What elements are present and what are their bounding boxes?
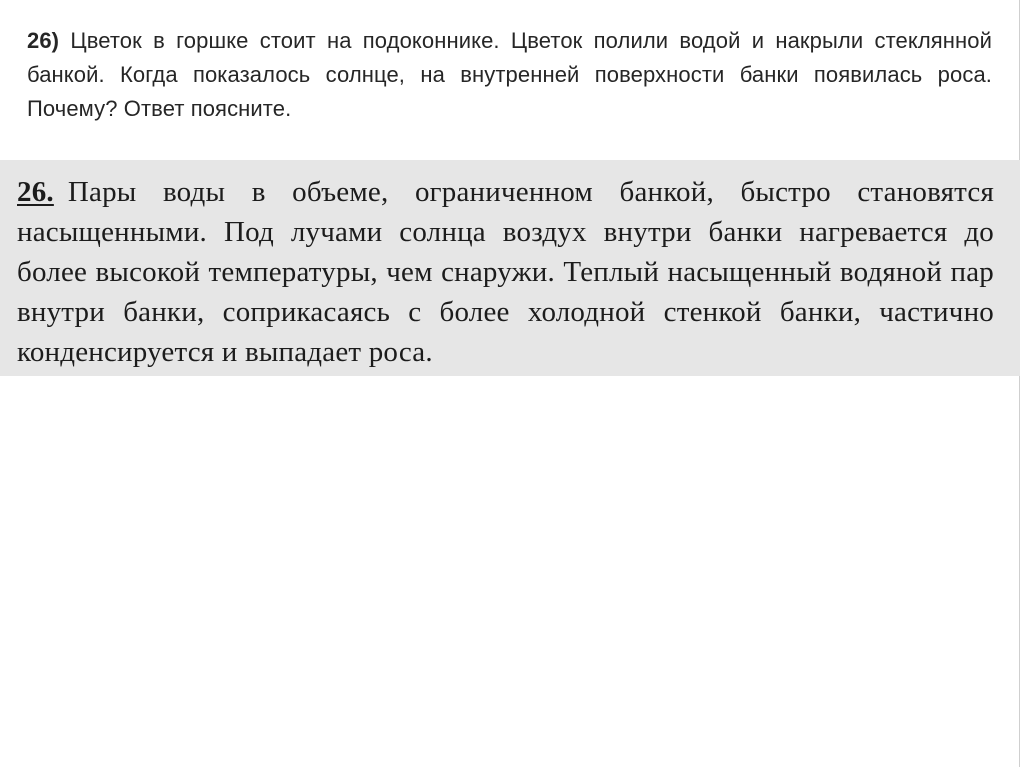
question-text: Цветок в горшке стоит на подоконнике. Цветок полили водой и накрыли стеклянной банкой. Когда показалось солнце, на внутренней поверхности банки появилась роса. Почему? Ответ поясните. [27,28,992,121]
answer-box [0,160,1020,376]
answer-paragraph [17,172,994,372]
question-number: 26) [27,28,60,53]
question-paragraph [27,24,992,126]
answer-text: Пары воды в объеме, ограниченном банкой, быстро становятся насыщенными. Под лучами солнца воздух внутри банки нагревается до более высокой температуры, чем снаружи. Теплый насыщенный водяной пар внутри банки, соприкасаясь с более холодной стенкой банки, частично конденсируется и выпадает роса. [17,176,994,368]
answer-number: 26. [17,176,54,208]
